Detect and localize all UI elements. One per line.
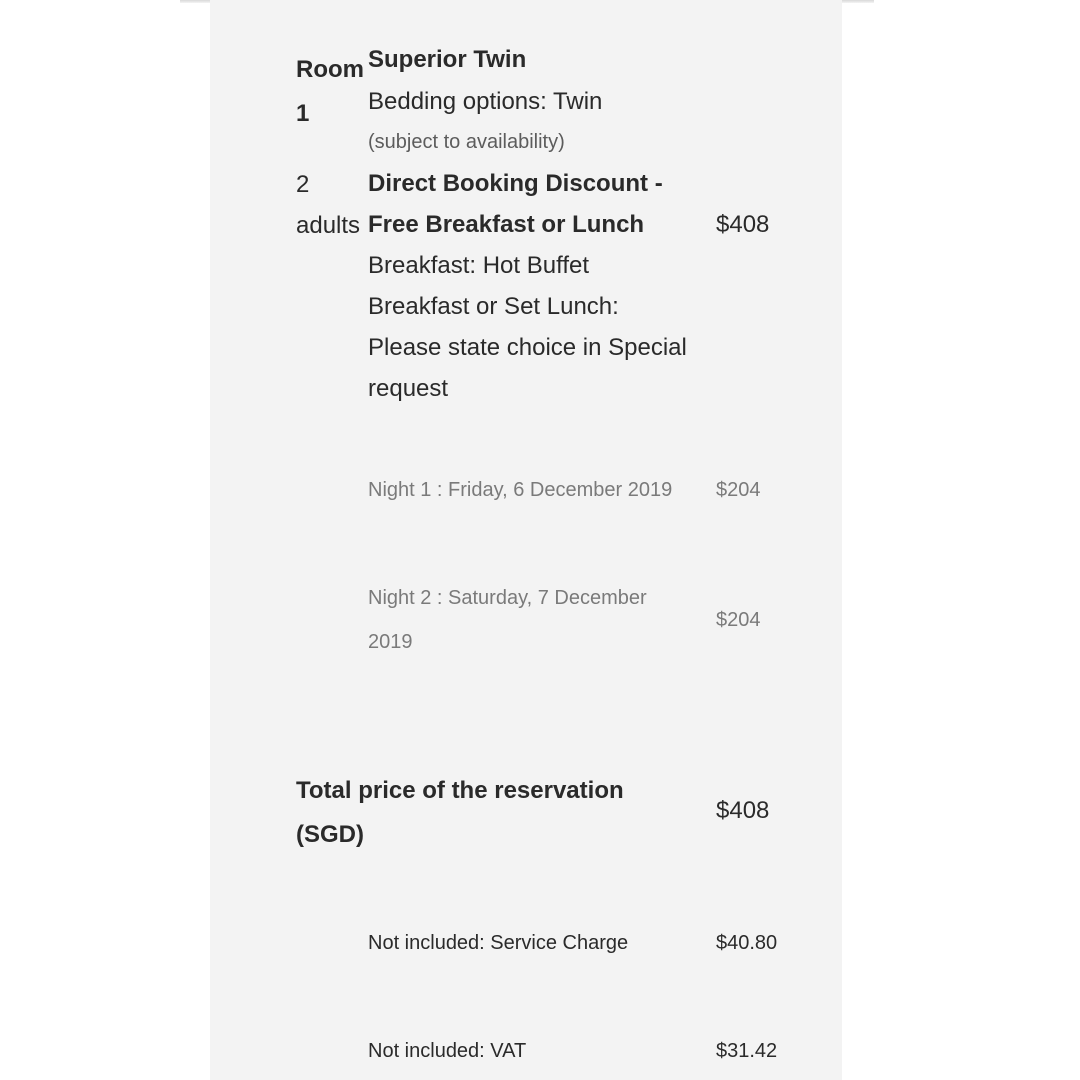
vat-label: Not included: VAT [368, 1040, 527, 1062]
service-charge-price: $40.80 [716, 932, 778, 954]
night-1-price: $204 [716, 479, 761, 501]
service-charge-label: Not included: Service Charge [368, 932, 629, 954]
rate-price: $408 [716, 211, 770, 238]
total-label-line1: Total price of the reservation [296, 777, 624, 804]
rate-description-line2: Breakfast or Set Lunch: [368, 293, 619, 320]
bedding-availability-note: (subject to availability) [368, 131, 565, 153]
vat-price: $31.42 [716, 1040, 778, 1062]
total-label-line2: (SGD) [296, 821, 364, 848]
room-type-name: Superior Twin [368, 46, 527, 73]
rate-description-line4: request [368, 375, 449, 402]
rate-description-line1: Breakfast: Hot Buffet [368, 252, 590, 279]
night-2-price: $204 [716, 609, 761, 631]
reservation-summary-panel [210, 0, 842, 1080]
occupancy-unit: adults [296, 212, 361, 239]
rate-name-line1: Direct Booking Discount - [368, 170, 663, 197]
occupancy-count: 2 [296, 171, 310, 198]
rate-name-line2: Free Breakfast or Lunch [368, 211, 645, 238]
room-number: 1 [296, 100, 310, 127]
night-2-label-line1: Night 2 : Saturday, 7 December [368, 587, 647, 609]
rate-description-line3: Please state choice in Special [368, 334, 687, 361]
night-1-label: Night 1 : Friday, 6 December 2019 [368, 479, 673, 501]
night-2-label-line2: 2019 [368, 631, 413, 653]
room-label: Room [296, 56, 364, 83]
bedding-options: Bedding options: Twin [368, 88, 603, 115]
total-price: $408 [716, 797, 770, 824]
